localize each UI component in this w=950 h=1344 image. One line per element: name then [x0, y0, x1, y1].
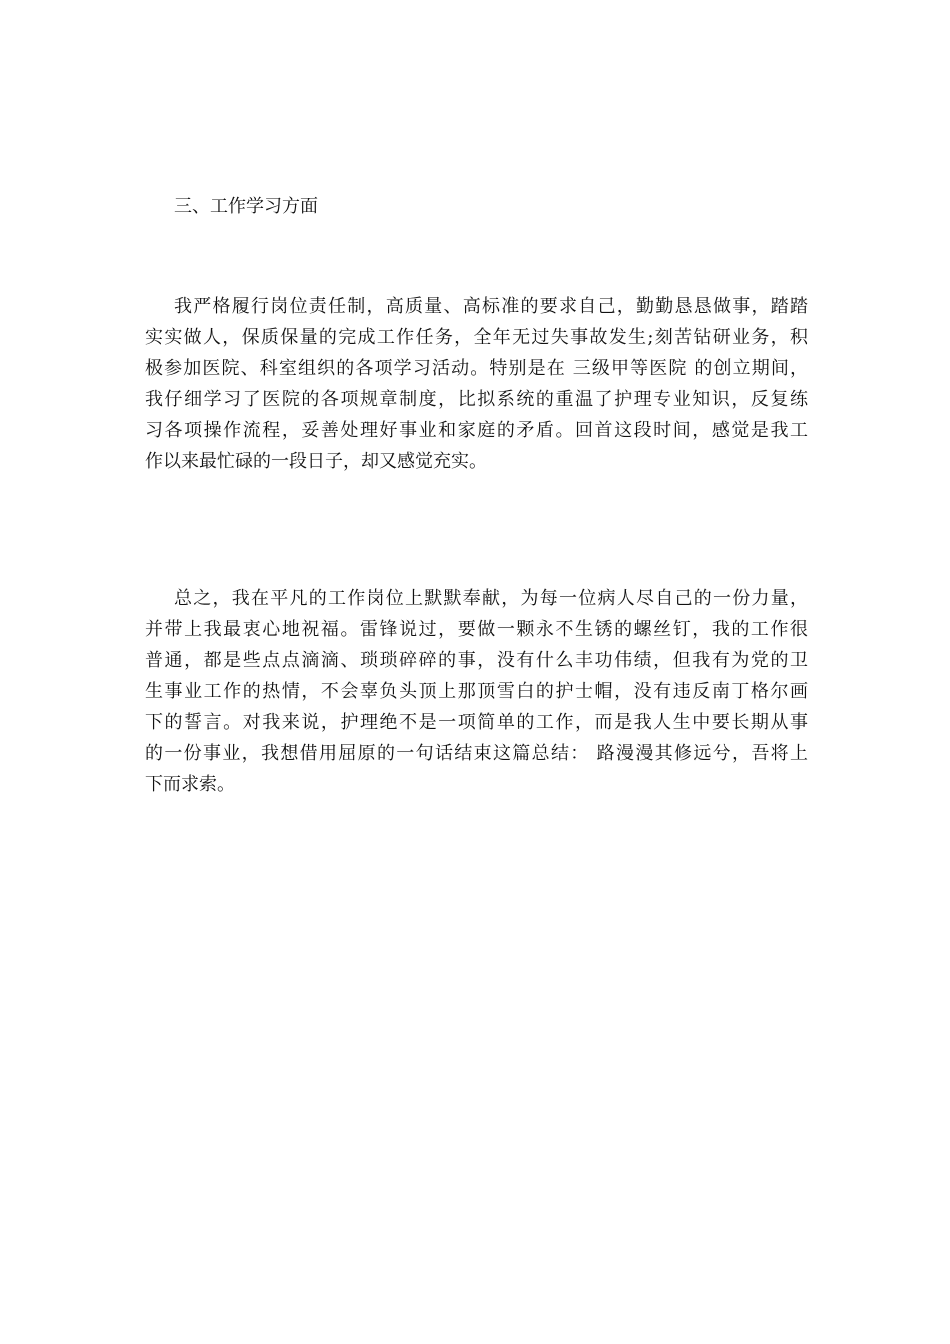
- paragraph-line: 我仔细学习了医院的各项规章制度，比拟系统的重温了护理专业知识，反复练: [145, 389, 808, 410]
- paragraph-line: 生事业工作的热情，不会辜负头顶上那顶雪白的护士帽，没有违反南丁格尔画: [145, 681, 808, 702]
- section-heading: 三、工作学习方面: [174, 196, 318, 217]
- paragraph-work-study: [145, 291, 808, 477]
- paragraph-line: 总之，我在平凡的工作岗位上默默奉献，为每一位病人尽自己的一份力量，: [174, 588, 808, 609]
- paragraph-line: 的一份事业，我想借用屈原的一句话结束这篇总结： 路漫漫其修远兮，吾将上: [145, 743, 808, 764]
- paragraph-line: 实实做人，保质保量的完成工作任务，全年无过失事故发生;刻苦钻研业务，积: [145, 327, 808, 348]
- paragraph-line: 下的誓言。对我来说，护理绝不是一项简单的工作，而是我人生中要长期从事: [145, 712, 808, 733]
- paragraph-line: 并带上我最衷心地祝福。雷锋说过，要做一颗永不生锈的螺丝钉，我的工作很: [145, 619, 808, 640]
- paragraph-line: 作以来最忙碌的一段日子，却又感觉充实。: [145, 451, 487, 472]
- paragraph-line: 普通，都是些点点滴滴、琐琐碎碎的事，没有什么丰功伟绩，但我有为党的卫: [145, 650, 808, 671]
- paragraph-line: 下而求索。: [145, 774, 235, 795]
- paragraph-line: 习各项操作流程，妥善处理好事业和家庭的矛盾。回首这段时间，感觉是我工: [145, 420, 808, 441]
- paragraph-line: 极参加医院、科室组织的各项学习活动。特别是在 三级甲等医院 的创立期间，: [145, 358, 808, 379]
- paragraph-line: 我严格履行岗位责任制，高质量、高标准的要求自己，勤勤恳恳做事，踏踏: [174, 296, 808, 317]
- paragraph-conclusion: [145, 583, 808, 800]
